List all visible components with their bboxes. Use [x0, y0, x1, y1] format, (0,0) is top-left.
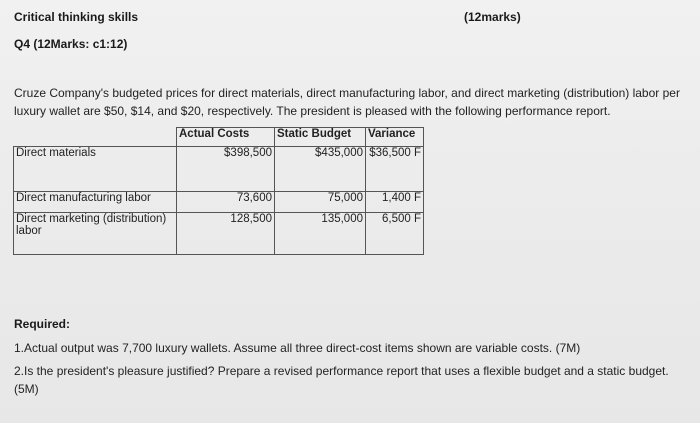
variance-cell: 6,500 F: [366, 213, 424, 255]
section-title: Critical thinking skills: [14, 10, 139, 24]
actual-cost-cell: $398,500: [177, 147, 275, 192]
table-row: [14, 213, 424, 255]
actual-cost-cell: 73,600: [177, 192, 275, 213]
header-variance: Variance: [366, 128, 424, 147]
header-actual-costs: Actual Costs: [177, 128, 275, 147]
actual-cost-cell: 128,500: [177, 213, 275, 255]
header-blank-cell: [14, 128, 177, 147]
marks-label: (12marks): [464, 10, 521, 24]
static-budget-cell: 135,000: [275, 213, 366, 255]
row-label: Direct materials: [14, 147, 177, 192]
intro-paragraph: Cruze Company's budgeted prices for direct materials, direct manufacturing labor, and direct marketing (distribution) labor per luxury wallet are $50, $14, and $20, respectively. The president is pleased with the following performance report.: [14, 86, 680, 118]
static-budget-cell: 75,000: [275, 192, 366, 213]
table-row: [14, 192, 424, 213]
table-header-row: [14, 128, 424, 147]
variance-cell: $36,500 F: [366, 147, 424, 192]
static-budget-cell: $435,000: [275, 147, 366, 192]
header-static-budget: Static Budget: [275, 128, 366, 147]
question-id: Q4 (12Marks: c1:12): [14, 37, 128, 51]
row-label: Direct marketing (distribution) labor: [14, 213, 177, 255]
row-label: Direct manufacturing labor: [14, 192, 177, 213]
variance-cell: 1,400 F: [366, 192, 424, 213]
required-item-2: 2.Is the president's pleasure justified? Prepare a revised performance report that uses a flexible budget and a static budget. (5M): [14, 364, 669, 396]
performance-report-table: [13, 127, 424, 255]
required-heading: Required:: [14, 317, 71, 331]
table-row: [14, 147, 424, 192]
required-item-1: 1.Actual output was 7,700 luxury wallets. Assume all three direct-cost items shown are variable costs. (7M): [14, 341, 581, 355]
